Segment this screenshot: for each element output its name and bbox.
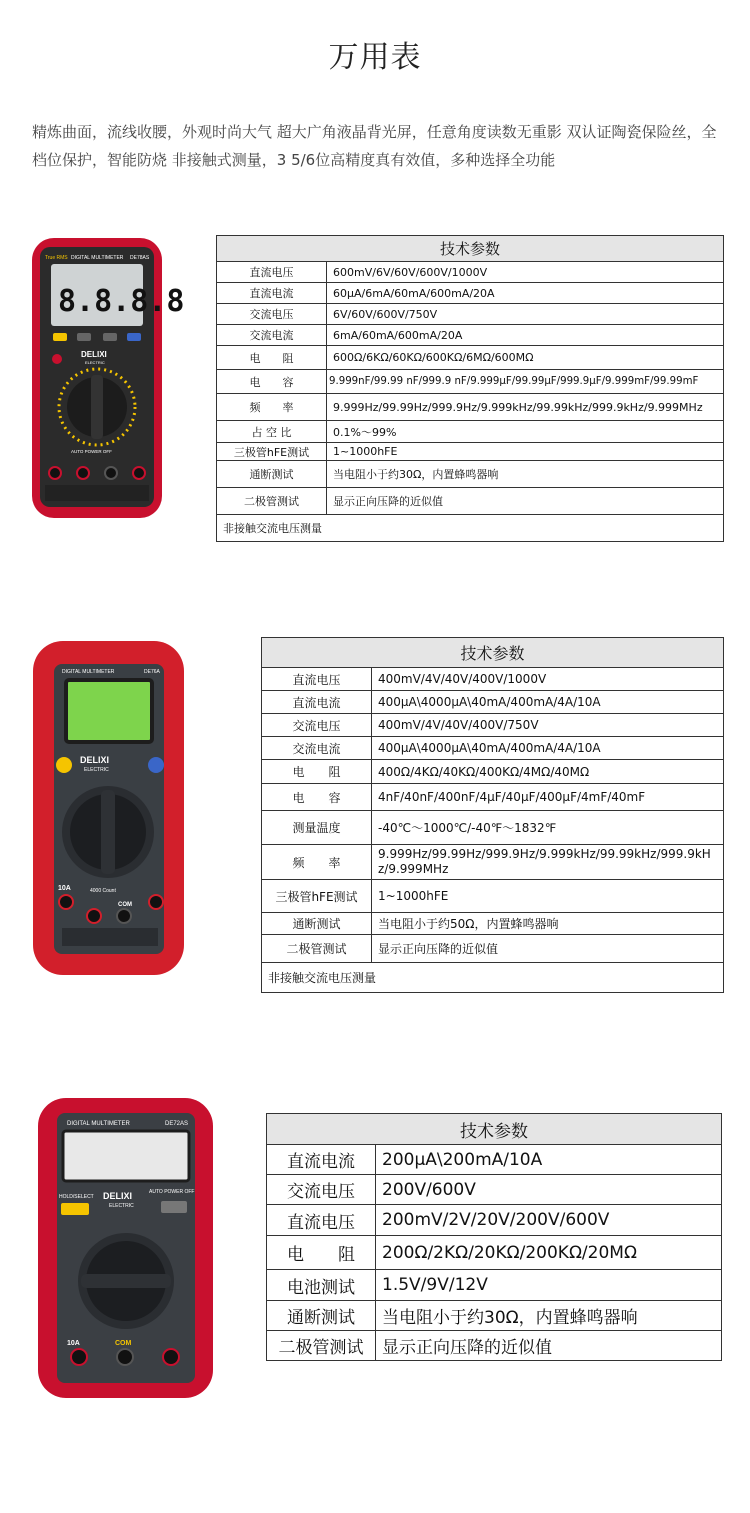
table-row: 频 率 9.999Hz/99.99Hz/999.9Hz/9.999kHz/99.99kHz/999.9kHz/9.999MHz [217,394,724,421]
table-row: 电 容 9.999nF/99.99 nF/999.9 nF/9.999μF/99.99μF/999.9μF/9.999mF/99.99mF [217,370,724,394]
multimeter-de72as-image [37,1097,214,1399]
spec-table-de78as [216,235,724,542]
table-row: 电池测试 1.5V/9V/12V [267,1270,722,1301]
meter3-auto-power: AUTO POWER OFF [149,1189,195,1195]
meter3-top-label: DIGITAL MULTIMETER [67,1121,130,1127]
table-footer-row: 非接触交流电压测量 [217,515,724,542]
spec-table-de72as [266,1113,722,1361]
intro-text: 精炼曲面，流线收腰，外观时尚大气 超大广角液晶背光屏，任意角度读数无重影 双认证陶瓷保险丝，全档位保护，智能防烧 非接触式测量，3 5/6位高精度真有效值，多种选择全功能 [32,123,717,169]
multimeter-de78as-image [31,237,185,519]
meter2-model: DE76A [144,669,160,675]
table-row: 直流电压 200mV/2V/20V/200V/600V [267,1205,722,1236]
table-row: 电 容 4nF/40nF/400nF/4μF/40μF/400μF/4mF/40mF [262,784,724,811]
meter1-lcd-digits: 8.8.8.8 [58,284,185,319]
table-row: 直流电流 400μA\4000μA\40mA/400mA/4A/10A [262,691,724,714]
true-rms-label: True RMS [45,255,68,261]
table-row: 交流电流 400μA\4000μA\40mA/400mA/4A/10A [262,737,724,760]
table-row: 直流电压 600mV/6V/60V/600V/1000V [217,262,724,283]
table-row: 电 阻 400Ω/4KΩ/40KΩ/400KΩ/4MΩ/40MΩ [262,760,724,784]
table-row: 三极管hFE测试 1~1000hFE [217,443,724,461]
table-row: 二极管测试 显示正向压降的近似值 [267,1331,722,1361]
multimeter-de76a-image [32,640,185,976]
meter3-brand-sub: ELECTRIC [109,1203,134,1209]
meter2-brand-sub: ELECTRIC [84,767,109,773]
meter2-count: 4000 Count [90,888,116,894]
meter1-model: DE78AS [130,255,150,261]
table-row: 电 阻 200Ω/2KΩ/20KΩ/200KΩ/20MΩ [267,1236,722,1270]
table-row: 交流电压 200V/600V [267,1175,722,1205]
table-header: 技术参数 [217,236,724,262]
meter2-jack-10a: 10A [58,885,71,892]
meter3-hold-label: HOLD/SELECT [59,1194,94,1200]
table-row: 直流电流 60μA/6mA/60mA/600mA/20A [217,283,724,304]
meter3-jack-com: COM [115,1340,132,1347]
table-row: 电 阻 600Ω/6KΩ/60KΩ/600KΩ/6MΩ/600MΩ [217,346,724,370]
table-row: 交流电压 6V/60V/600V/750V [217,304,724,325]
meter1-brand-sub: ELECTRIC [85,360,105,365]
page-title: 万用表 [328,40,422,75]
table-row: 频 率 9.999Hz/99.99Hz/999.9Hz/9.999kHz/99.99kHz/999.9kHz/9.999MHz [262,845,724,880]
table-row: 交流电压 400mV/4V/40V/400V/750V [262,714,724,737]
table-row: 直流电流 200μA\200mA/10A [267,1145,722,1175]
table-row: 三极管hFE测试 1~1000hFE [262,880,724,913]
table-row: 通断测试 当电阻小于约30Ω，内置蜂鸣器响 [267,1301,722,1331]
meter1-auto-power: AUTO POWER OFF [71,449,112,454]
table-header: 技术参数 [262,638,724,668]
meter3-jack-10a: 10A [67,1340,80,1347]
meter3-brand: DELIXI [103,1191,133,1201]
table-row: 占 空 比 0.1%～99% [217,421,724,443]
meter3-model: DE72AS [165,1121,189,1127]
table-footer-row: 非接触交流电压测量 [262,963,724,993]
spec-table-de76a [261,637,724,993]
meter2-brand: DELIXI [80,755,110,765]
meter1-brand: DELIXI [81,350,107,359]
table-row: 通断测试 当电阻小于约50Ω，内置蜂鸣器响 [262,913,724,935]
table-row: 测量温度 -40℃～1000℃/-40℉～1832℉ [262,811,724,845]
meter2-top-label: DIGITAL MULTIMETER [62,669,115,675]
table-header: 技术参数 [267,1114,722,1145]
table-row: 二极管测试 显示正向压降的近似值 [262,935,724,963]
table-row: 交流电流 6mA/60mA/600mA/20A [217,325,724,346]
meter2-jack-com: COM [118,902,132,908]
table-row: 直流电压 400mV/4V/40V/400V/1000V [262,668,724,691]
table-row: 通断测试 当电阻小于约30Ω，内置蜂鸣器响 [217,461,724,488]
table-row: 二极管测试 显示正向压降的近似值 [217,488,724,515]
meter1-top-label: DIGITAL MULTIMETER [71,255,124,261]
